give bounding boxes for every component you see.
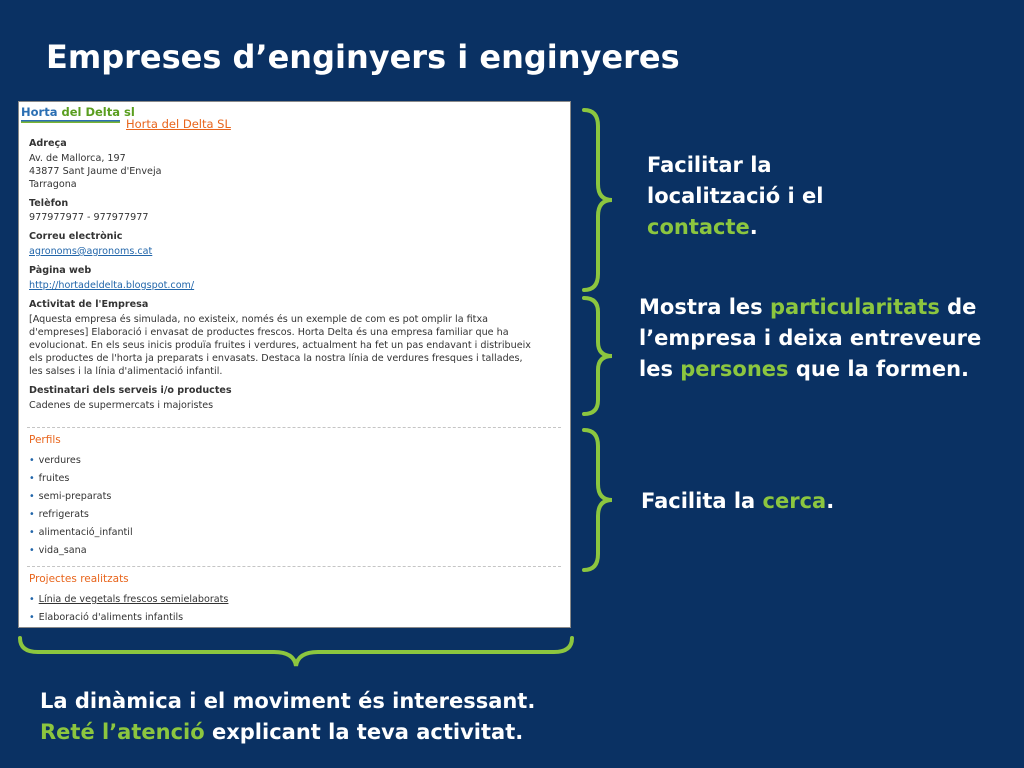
project-label: Elaboració d'aliments infantils: [38, 612, 184, 623]
callout-text: Facilita la: [641, 489, 763, 513]
phone-label: Telèfon: [29, 198, 69, 209]
phone-value: 977977977 - 977977977: [29, 212, 149, 223]
profile-label: fruites: [38, 473, 70, 484]
bottom-caption: [40, 686, 535, 748]
profile-item[interactable]: • alimentació_infantil: [29, 527, 133, 538]
callout-contact: [647, 150, 887, 243]
slide-title: Empreses d’enginyers i enginyeres: [46, 38, 680, 76]
activity-text-line: els productes de l'horta ja preparats i envasats. Destaca la nostra línia de verdures fresques i tallades,: [29, 353, 523, 364]
project-item[interactable]: • Elaboració d'aliments infantils: [29, 612, 184, 623]
logo-text-2: del Delta sl: [61, 105, 135, 119]
profile-label: verdures: [38, 455, 81, 466]
callout-particularities: [639, 292, 1014, 385]
callout-highlight: cerca: [762, 489, 827, 513]
callout-highlight: contacte: [647, 215, 750, 239]
profile-label: alimentació_infantil: [38, 527, 133, 538]
bottom-highlight: Reté l’atenció: [40, 720, 205, 744]
callout-text: .: [749, 215, 758, 239]
company-profile-screenshot: [18, 101, 571, 628]
callout-text: .: [826, 489, 835, 513]
callout-highlight: particularitats: [769, 295, 940, 319]
profile-item[interactable]: • semi-preparats: [29, 491, 112, 502]
callout-highlight: persones: [680, 357, 789, 381]
email-link[interactable]: agronoms@agronoms.cat: [29, 246, 153, 257]
activity-label: Activitat de l'Empresa: [29, 299, 149, 310]
brace-particularities: [580, 292, 620, 420]
address-line: Tarragona: [29, 179, 77, 190]
company-name-link[interactable]: Horta del Delta SL: [126, 117, 231, 131]
project-link[interactable]: Línia de vegetals frescos semielaborats: [38, 594, 229, 605]
recipients-value: Cadenes de supermercats i majoristes: [29, 400, 214, 411]
profile-item[interactable]: • vida_sana: [29, 545, 87, 556]
company-logo: [21, 105, 135, 119]
profile-label: semi-preparats: [38, 491, 112, 502]
brace-search: [580, 424, 620, 576]
section-divider: [27, 566, 561, 567]
brace-bottom: [16, 634, 576, 670]
address-line: 43877 Sant Jaume d'Enveja: [29, 166, 162, 177]
profiles-title: Perfils: [29, 434, 61, 446]
brace-contact: [580, 104, 620, 296]
profile-item[interactable]: • verdures: [29, 455, 81, 466]
recipients-label: Destinatari dels serveis i/o productes: [29, 385, 232, 396]
profile-label: refrigerats: [38, 509, 89, 520]
profile-item[interactable]: • fruites: [29, 473, 70, 484]
website-link[interactable]: http://hortadeldelta.blogspot.com/: [29, 280, 195, 291]
address-label: Adreça: [29, 138, 67, 149]
profile-item[interactable]: • refrigerats: [29, 509, 89, 520]
projects-title: Projectes realitzats: [29, 573, 129, 585]
section-divider: [27, 427, 561, 428]
web-label: Pàgina web: [29, 265, 92, 276]
address-line: Av. de Mallorca, 197: [29, 153, 126, 164]
logo-underline: [21, 120, 120, 123]
activity-text-line: evolucionat. En els seus inicis produïa fruites i verdures, actualment ha fet un pas endavant i distribueix: [29, 340, 531, 351]
bottom-line-2: [40, 717, 535, 748]
callout-text: Facilitar la localització i el: [647, 153, 824, 208]
activity-text-line: [Aquesta empresa és simulada, no existeix, només és un exemple de com es pot omplir la fitxa: [29, 314, 488, 325]
callout-search: [641, 486, 834, 517]
activity-text-line: d'empreses] Elaboració i envasat de productes frescos. Horta Delta és una empresa familiar que ha: [29, 327, 509, 338]
callout-text: que la formen.: [788, 357, 970, 381]
bottom-text: explicant la teva activitat.: [204, 720, 524, 744]
logo-text-1: Horta: [21, 105, 62, 119]
email-label: Correu electrònic: [29, 231, 123, 242]
profile-label: vida_sana: [38, 545, 87, 556]
bottom-line-1: La dinàmica i el moviment és interessant.: [40, 689, 536, 713]
callout-text: Mostra les: [639, 295, 770, 319]
callout-text: de l’empresa i deixa entreveure les: [639, 295, 982, 381]
project-item[interactable]: • Línia de vegetals frescos semielaborats: [29, 594, 229, 605]
activity-text-line: les salses i la línia d'alimentació infantil.: [29, 366, 223, 377]
